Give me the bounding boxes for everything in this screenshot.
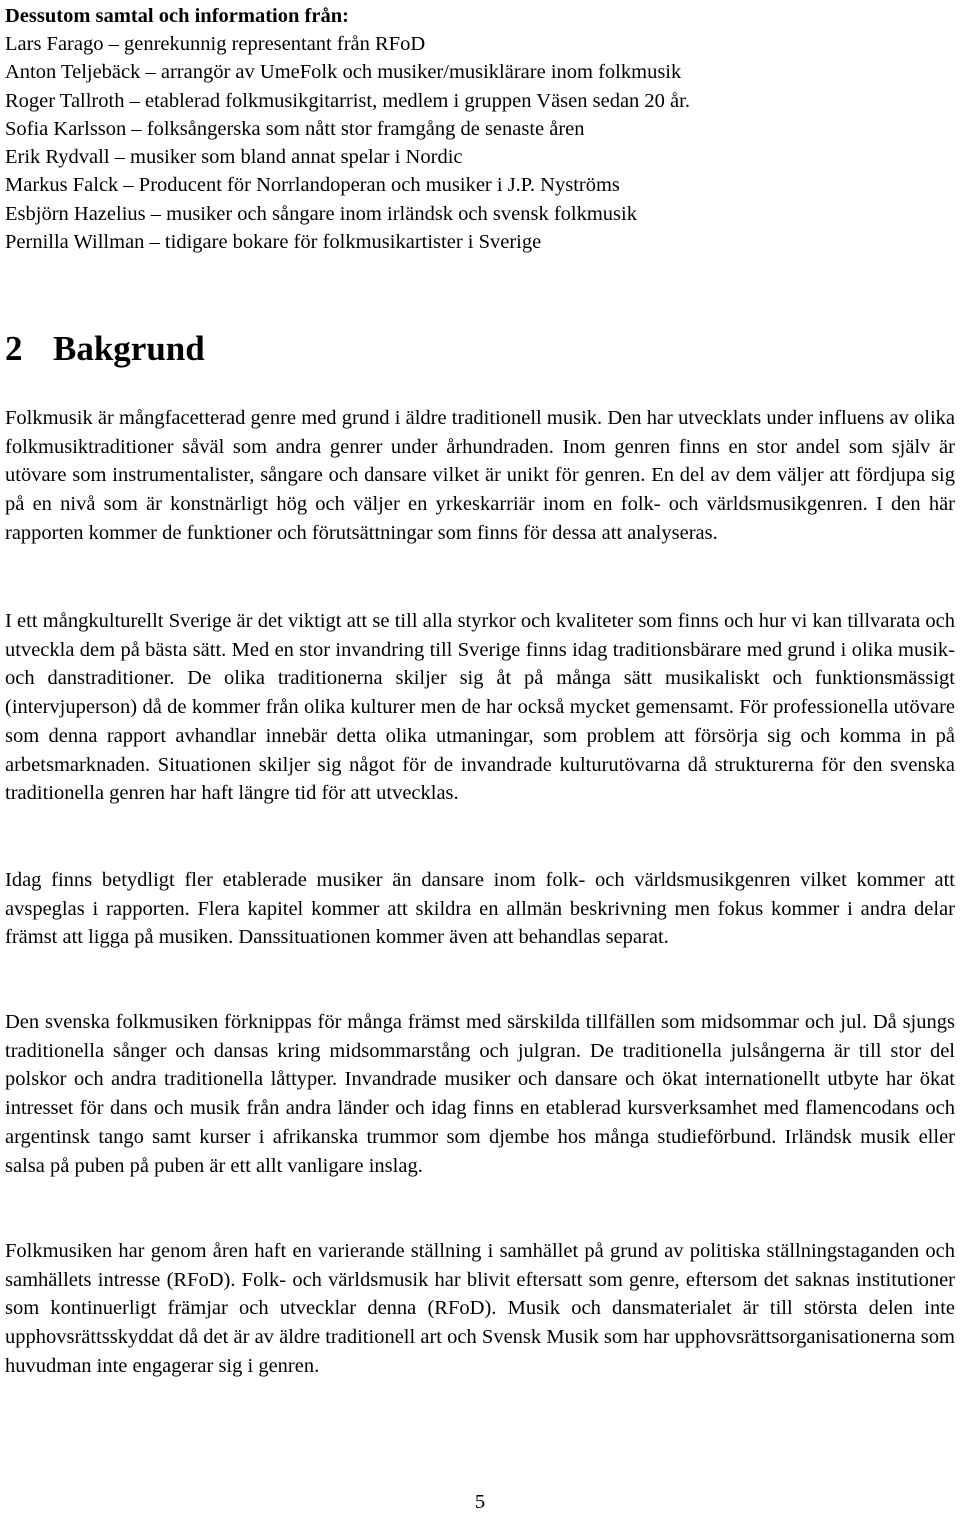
participant-item: Anton Teljebäck – arrangör av UmeFolk och musiker/musiklärare inom folkmusik <box>5 61 682 84</box>
participant-item: Sofia Karlsson – folksångerska som nått stor framgång de senaste åren <box>5 117 585 140</box>
participant-item: Erik Rydvall – musiker som bland annat spelar i Nordic <box>5 146 463 169</box>
participant-item: Esbjörn Hazelius – musiker och sångare inom irländsk och svensk folkmusik <box>5 202 637 225</box>
body-paragraph: Folkmusik är mångfacetterad genre med grund i äldre traditionell musik. Den har utvecklats under influens av olika folkmusiktraditioner såväl som andra genrer under århundraden. Inom genren finns en stor andel som själv är utövare som instrumentalister, sångare och dansare vilket är unikt för genren. En del av dem väljer att fördjupa sig på en nivå som är konstnärligt hög och väljer en yrkeskarriär inom en folk- och världsmusikgenren. I den här rapporten kommer de funktioner och förutsättningar som finns för dessa att analyseras. <box>5 407 955 544</box>
section-title: Bakgrund <box>53 329 205 368</box>
participant-item: Lars Farago – genrekunnig representant från RFoD <box>5 33 426 55</box>
body-paragraph: Den svenska folkmusiken förknippas för många främst med särskilda tillfällen som midsommar och jul. Då sjungs traditionella sånger och dansas kring midsommarstång och julgran. De traditionella julsångerna är till stor del polskor och andra traditionella låttyper. Invandrade musiker och dansare och ökat internationellt utbyte har ökat intresset för dans och musik från andra länder och idag finns en etablerad kursverksamhet med flamencodans och argentinsk tango samt kurser i afrikanska trummor som djembe hos många studieförbund. Irländsk musik eller salsa på puben på puben är ett allt vanligare inslag. <box>5 1011 955 1177</box>
body-paragraph: I ett mångkulturellt Sverige är det viktigt att se till alla styrkor och kvaliteter som finns och hur vi kan tillvarata och utveckla dem på bästa sätt. Med en stor invandring till Sverige finns idag traditionsbärare med grund i olika musik- och danstraditioner. De olika traditionerna skiljer sig åt på många sätt musikaliskt och funktionsmässigt (intervjuperson) då de kommer från olika kulturer men de har också mycket gemensamt. För professionella utövare som denna rapport avhandlar innebär detta olika utmaningar, som problem att försörja sig och komma in på arbetsmarknaden. Situationen skiljer sig något för de invandrade kulturutövarna då strukturerna för den svenska traditionella genren har haft längre tid för att utvecklas. <box>5 610 955 805</box>
body-paragraph: Folkmusiken har genom åren haft en varierande ställning i samhället på grund av politiska ställningstaganden och samhällets intresse (RFoD). Folk- och världsmusik har blivit eftersatt som genre, eftersom det saknas institutioner som kontinuerligt främjar och utvecklar denna (RFoD). Musik och dansmaterialet är till största delen inte upphovsrättsskyddat då det är av äldre traditionell art och Svensk Musik som har upphovsrättsorganisationerna som huvudman inte engagerar sig i genren. <box>5 1240 955 1377</box>
body-paragraph: Idag finns betydligt fler etablerade musiker än dansare inom folk- och världsmusikgenren vilket kommer att avspeglas i rapporten. Flera kapitel kommer att skildra en allmän beskrivning men fokus kommer i andra delar främst att ligga på musiken. Danssituationen kommer även att behandlas separat. <box>5 869 955 949</box>
participant-item: Roger Tallroth – etablerad folkmusikgitarrist, medlem i gruppen Väsen sedan 20 år. <box>5 89 690 112</box>
intro-heading: Dessutom samtal och information från: <box>5 5 349 27</box>
section-heading <box>5 325 205 373</box>
page-number: 5 <box>474 1491 486 1513</box>
participant-item: Pernilla Willman – tidigare bokare för folkmusikartister i Sverige <box>5 231 542 254</box>
participant-item: Markus Falck – Producent för Norrlandoperan och musiker i J.P. Nyströms <box>5 174 620 197</box>
participant-list <box>5 30 690 256</box>
section-number: 2 <box>5 329 23 368</box>
